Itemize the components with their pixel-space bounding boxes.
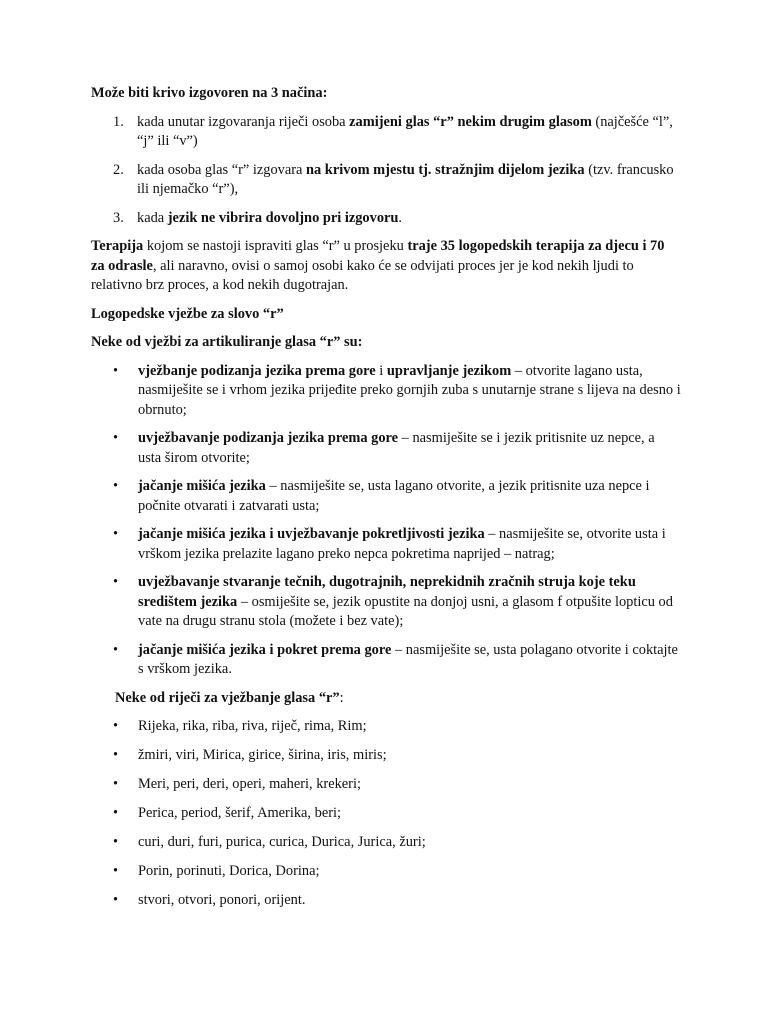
bullet-icon: • [113, 641, 119, 658]
document-page [91, 84, 681, 920]
word-item [91, 862, 681, 882]
bullet-icon: • [113, 776, 119, 792]
word-item [91, 804, 681, 824]
item-text: kada unutar izgovaranja riječi osoba [137, 113, 350, 130]
exercise-item [91, 477, 681, 516]
item-text: – otvorite lagano usta, nasmiješite se i vrhom jezika prijeđite preko gornjih zuba s unutarnje strane s lijeva na desno i obrnuto; [138, 362, 681, 418]
exercise-item [91, 429, 681, 468]
therapy-paragraph [91, 237, 681, 296]
bullet-icon: • [113, 805, 119, 821]
exercise-item [91, 641, 681, 680]
numbered-item [91, 113, 681, 152]
bullet-icon: • [113, 718, 119, 734]
item-text-bold: uvježbavanje podizanja jezika prema gore [138, 430, 399, 446]
item-text: – nasmiješite se, usta lagano otvorite, a jezik pritisnite uza nepce i počnite otvarati i zatvarati usta; [138, 478, 650, 514]
bullet-icon: • [113, 574, 119, 590]
exercise-item [91, 525, 681, 564]
heading-text: Neke od riječi za vježbanje glasa “r” [115, 689, 340, 706]
word-text: žmiri, viri, Mirica, girice, širina, iris, miris; [138, 747, 387, 763]
item-text-bold: zamijeni glas “r” nekim drugim glasom [349, 113, 592, 130]
bullet-icon: • [113, 526, 119, 542]
list-number: 2. [113, 161, 124, 178]
item-text: kada [137, 209, 168, 226]
item-text-bold: na krivom mjestu tj. stražnjim dijelom jezika [306, 161, 585, 178]
item-text-bold: vježbanje podizanja jezika prema gore [138, 362, 376, 379]
item-text-bold: uvježbavanje stvaranje tečnih, dugotrajnih, neprekidnih zračnih struja koje teku središtem jezika [138, 574, 636, 610]
item-text-bold: upravljanje jezikom [386, 362, 512, 379]
word-text: curi, duri, furi, purica, curica, Durica, Jurica, žuri; [138, 834, 426, 850]
word-list [91, 717, 681, 911]
word-text: Porin, porinuti, Dorica, Dorina; [138, 863, 320, 879]
bullet-icon: • [113, 892, 119, 908]
item-text: – nasmiješite se, otvorite usta i vrškom jezika prelazite lagano preko nepca pokretima naprijed – natrag; [138, 526, 666, 562]
exercise-list [91, 362, 681, 680]
item-text-bold: jačanje mišića jezika [138, 478, 266, 494]
word-text: Rijeka, rika, riba, riva, riječ, rima, Rim; [138, 718, 367, 734]
word-text: Perica, period, šerif, Amerika, beri; [138, 805, 341, 821]
numbered-list [91, 113, 681, 229]
word-item [91, 717, 681, 737]
heading-colon: : [339, 689, 344, 706]
list-number: 1. [113, 113, 124, 130]
numbered-item [91, 161, 681, 200]
bullet-icon: • [113, 863, 119, 879]
bullet-icon: • [113, 834, 119, 850]
item-text-bold: jezik ne vibrira dovoljno pri izgovoru [167, 209, 399, 226]
bullet-icon: • [113, 478, 119, 494]
section-heading-exercises: Logopedske vježbe za slovo “r” [91, 305, 284, 322]
item-text: – nasmiješite se, usta polagano otvorite i coktajte s vrškom jezika. [138, 641, 678, 677]
paragraph-text-bold: traje 35 logopedskih terapija za djecu i 70 za odrasle [91, 238, 665, 274]
item-text: – osmiješite se, jezik opustite na donjoj usni, a glasom f otpušite lopticu od vate na drugu stranu stola (možete i bez vate); [138, 593, 673, 629]
item-text: kada osoba glas “r” izgovara [137, 161, 307, 178]
item-text-bold: jačanje mišića jezika i uvježbavanje pokretljivosti jezika [138, 526, 485, 542]
word-item [91, 746, 681, 766]
section-heading-words [91, 689, 681, 709]
bullet-icon: • [113, 747, 119, 763]
exercise-item [91, 573, 681, 632]
item-text: (najčešće “l”, “j” ili “v”) [137, 113, 673, 149]
bullet-icon: • [113, 430, 119, 446]
word-item [91, 775, 681, 795]
section-heading-articulation: Neke od vježbi za artikuliranje glasa “r” su: [91, 334, 363, 350]
paragraph-text: , ali naravno, ovisi o samoj osobi kako će se odvijati proces jer je kod nekih ljudi to relativno brz proces, a kod nekih dugotrajan. [91, 257, 634, 293]
word-text: Meri, peri, deri, operi, maheri, krekeri; [138, 776, 361, 792]
item-text: – nasmiješite se i jezik pritisnite uz nepce, a usta širom otvorite; [138, 430, 655, 466]
item-text: i [375, 362, 387, 379]
bullet-icon: • [113, 362, 119, 379]
item-text: . [398, 209, 403, 226]
paragraph-text: kojom se nastoji ispraviti glas “r” u prosjeku [143, 238, 408, 254]
section-heading-pronunciation: Može biti krivo izgovoren na 3 načina: [91, 85, 328, 101]
item-text: (tzv. francusko ili njemačko “r”), [137, 161, 674, 197]
list-number: 3. [113, 209, 124, 226]
item-text-bold: jačanje mišića jezika i pokret prema gore [138, 641, 392, 658]
word-text: stvori, otvori, ponori, orijent. [138, 892, 306, 908]
word-item [91, 833, 681, 853]
exercise-item [91, 362, 681, 421]
numbered-item [91, 209, 681, 229]
word-item [91, 891, 681, 911]
paragraph-text-bold: Terapija [91, 238, 144, 254]
